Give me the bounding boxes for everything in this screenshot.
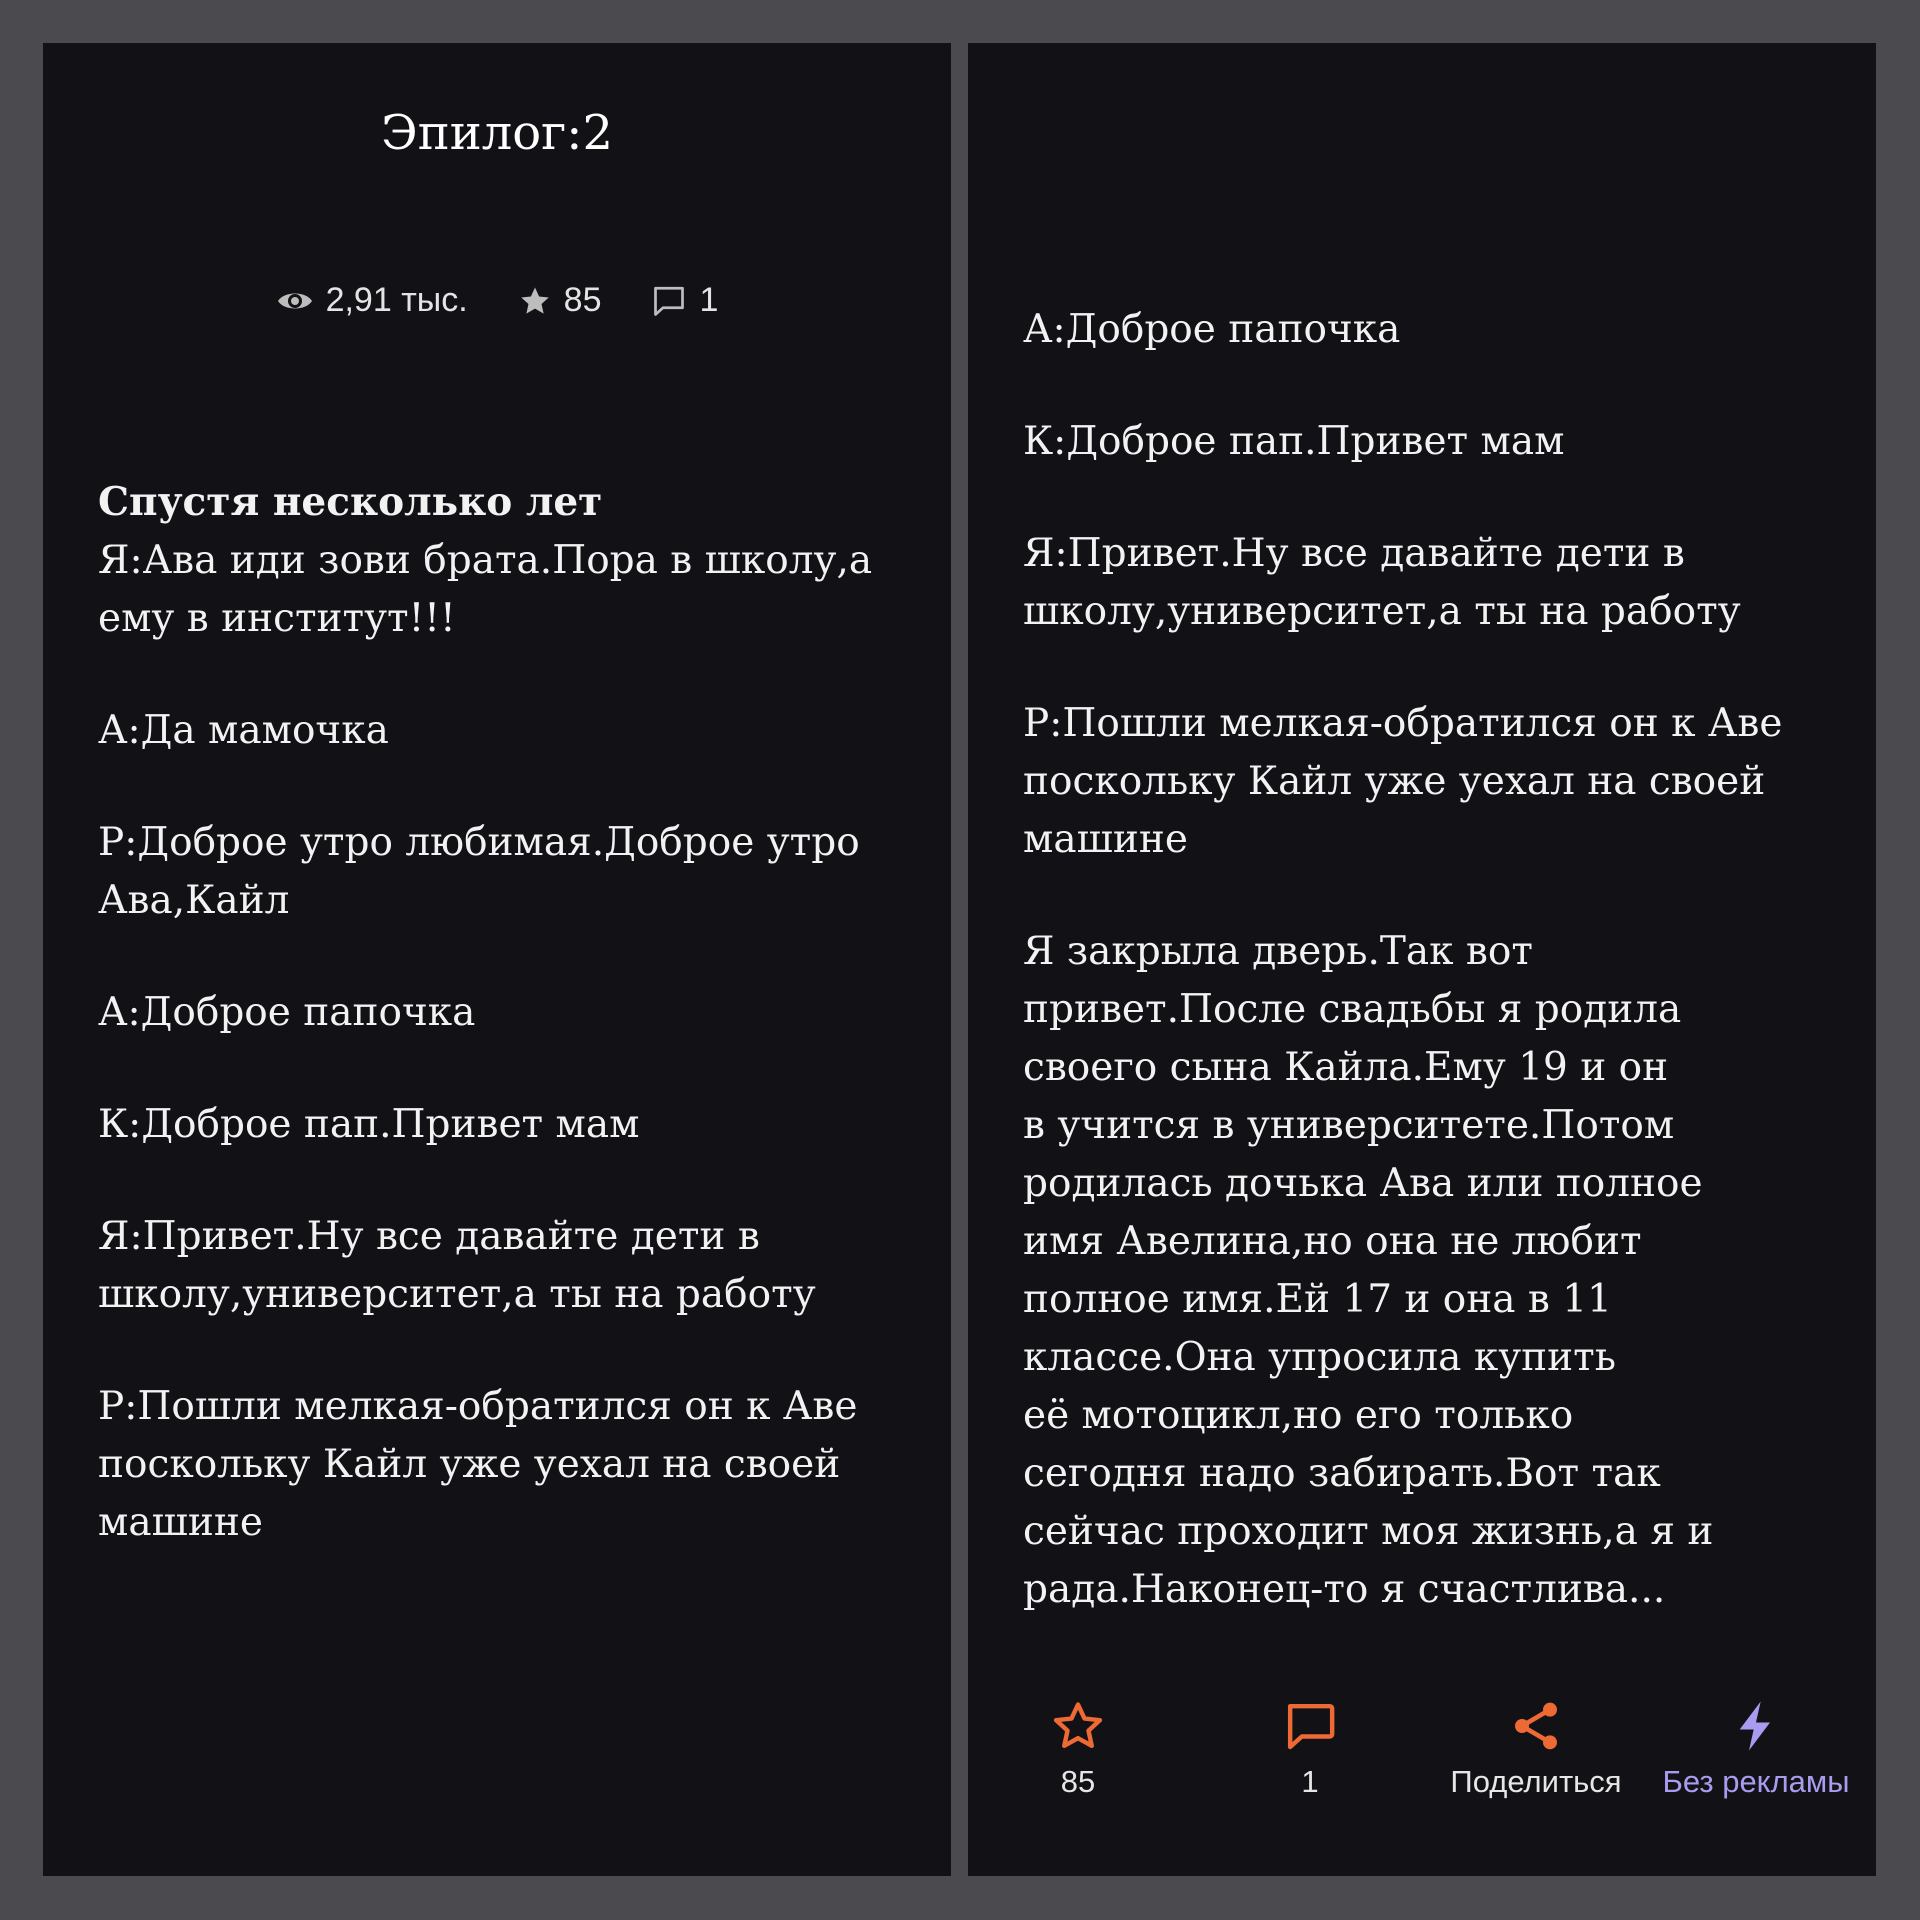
share-button[interactable] — [1426, 1698, 1646, 1800]
no-ads-label: Без рекламы — [1662, 1764, 1850, 1799]
story-paragraph-intro — [98, 473, 911, 648]
story-line: Я:Ава иди зови брата.Пора в школу,а ему в институт!!! — [98, 538, 873, 641]
story-line: в учится в университете.Потом — [1023, 1103, 1675, 1148]
story-line: полное имя.Ей 17 и она в 11 — [1023, 1277, 1612, 1322]
views-stat — [276, 281, 468, 320]
comments-button[interactable] — [1200, 1698, 1420, 1800]
share-icon — [1508, 1698, 1564, 1754]
votes-count: 85 — [563, 281, 602, 319]
chapter-stats — [43, 281, 951, 320]
story-paragraph: Я:Привет.Ну все давайте дети в школу,университет,а ты на работу — [98, 1214, 816, 1317]
story-paragraph: А:Да мамочка — [98, 708, 389, 753]
story-paragraph: К:Доброе пап.Привет мам — [1023, 419, 1565, 464]
star-icon — [518, 284, 552, 318]
story-line: классе.Она упросила купить — [1023, 1335, 1616, 1380]
lightning-icon — [1728, 1698, 1784, 1754]
story-paragraph: Я:Привет.Ну все давайте дети в школу,университет,а ты на работу — [1023, 531, 1741, 634]
comment-icon — [651, 283, 687, 319]
story-text-left — [98, 473, 911, 1552]
story-line: имя Авелина,но она не любит — [1023, 1219, 1642, 1264]
reader-page-right — [968, 43, 1876, 1876]
comments-count: 1 — [699, 281, 719, 319]
chapter-title: Эпилог:2 — [381, 105, 613, 161]
story-line: рада.Наконец-то я счастлива... — [1023, 1567, 1666, 1612]
comments-stat — [651, 281, 718, 320]
story-paragraph: А:Доброе папочка — [1023, 307, 1401, 352]
vote-count: 85 — [1060, 1764, 1096, 1799]
section-heading: Спустя несколько лет — [98, 479, 603, 525]
story-line: родилась дочька Ава или полное — [1023, 1161, 1703, 1206]
comment-outline-icon — [1281, 1698, 1339, 1754]
no-ads-button[interactable] — [1646, 1698, 1866, 1800]
chapter-action-bar — [968, 1698, 1876, 1808]
vote-button[interactable] — [968, 1698, 1188, 1800]
story-line: своего сына Кайла.Ему 19 и он — [1023, 1045, 1669, 1090]
story-line: сейчас проходит моя жизнь,а я и — [1023, 1509, 1714, 1554]
story-line: её мотоцикл,но его только — [1023, 1393, 1574, 1438]
star-outline-icon — [1050, 1698, 1106, 1754]
comment-count: 1 — [1301, 1764, 1319, 1799]
views-count: 2,91 тыс. — [325, 281, 468, 319]
story-paragraph: Р:Доброе утро любимая.Доброе утро Ава,Кайл — [98, 820, 860, 923]
story-paragraph: А:Доброе папочка — [98, 990, 476, 1035]
eye-icon — [276, 287, 314, 315]
story-text-right — [1023, 301, 1836, 1619]
story-line: Я закрыла дверь.Так вот — [1023, 929, 1533, 974]
story-paragraph-final — [1023, 923, 1836, 1619]
story-paragraph: Р:Пошли мелкая-обратился он к Аве поскольку Кайл уже уехал на своей машине — [1023, 701, 1783, 862]
story-paragraph: К:Доброе пап.Привет мам — [98, 1102, 640, 1147]
story-line: привет.После свадьбы я родила — [1023, 987, 1682, 1032]
votes-stat — [518, 281, 602, 320]
story-line: сегодня надо забирать.Вот так — [1023, 1451, 1661, 1496]
story-paragraph: Р:Пошли мелкая-обратился он к Аве поскольку Кайл уже уехал на своей машине — [98, 1384, 858, 1545]
reader-page-left — [43, 43, 951, 1876]
share-label: Поделиться — [1450, 1764, 1622, 1799]
